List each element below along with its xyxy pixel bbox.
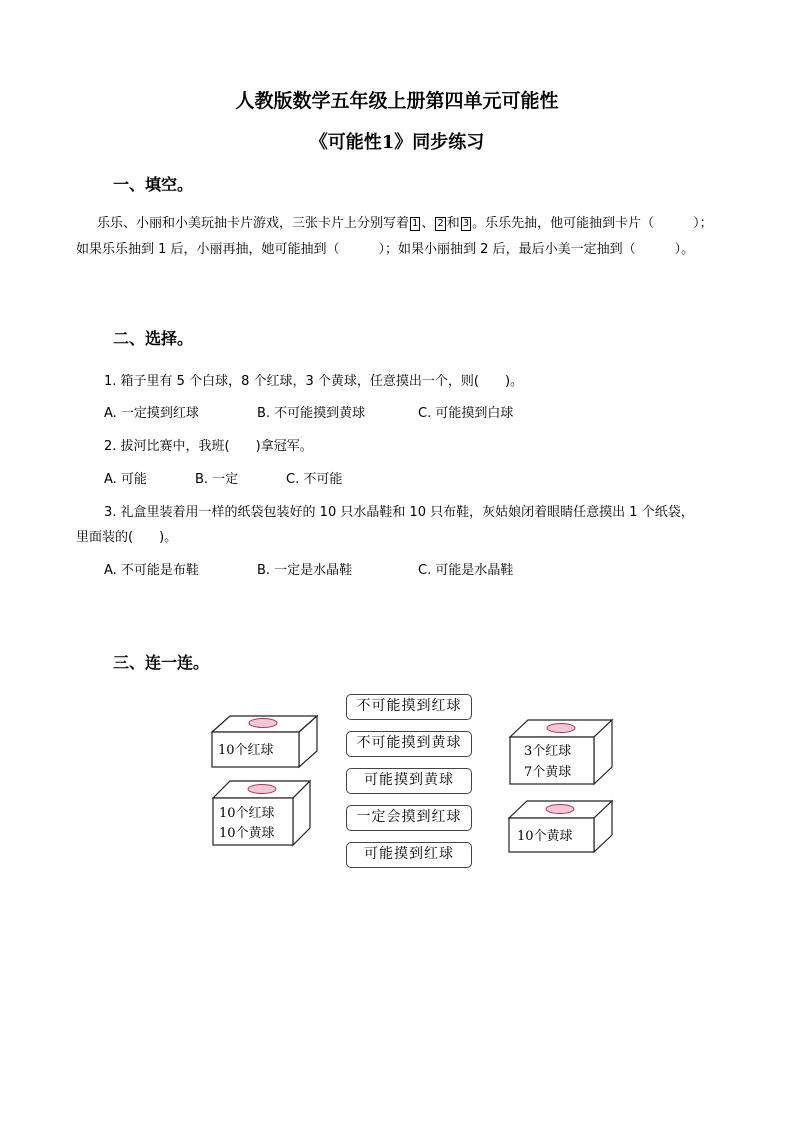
option-b: B. 一定是水晶鞋	[257, 563, 353, 578]
box-10-yellow[interactable]	[509, 801, 612, 852]
label-cannot-yellow[interactable]: 不可能摸到黄球	[346, 731, 472, 757]
box-label: 10个黄球	[517, 829, 573, 844]
option-c: C. 可能是水晶鞋	[418, 563, 514, 578]
box-10-red-10-yellow[interactable]	[213, 781, 310, 845]
fill-question-line2: 如果乐乐抽到 1 后，小丽再抽，她可能抽到（ ）；如果小丽抽到 2 后，最后小美一定抽到（ ）。	[76, 242, 695, 257]
question-number: 1.	[104, 374, 117, 389]
question-text: 箱子里有 5 个白球，8 个红球，3 个黄球，任意摸出一个，则( )。	[120, 374, 524, 389]
section1-heading: 一、填空。	[113, 175, 194, 194]
box-label-line2: 7个黄球	[524, 765, 572, 780]
question-3-line2: 里面装的( )。	[76, 530, 178, 545]
question-number: 3.	[104, 505, 117, 520]
separator: 和	[446, 216, 460, 231]
question-text: 礼盒里装着用一样的纸袋包装好的 10 只水晶鞋和 10 只布鞋，灰姑娘闭着眼睛任意摸出 1 个纸袋，	[120, 505, 694, 520]
fill-question-text-a: 乐乐、小丽和小美玩抽卡片游戏，三张卡片上分别写着	[97, 216, 410, 231]
number-card-2: 2	[437, 217, 444, 229]
label-cannot-red[interactable]: 不可能摸到红球	[346, 694, 472, 720]
question-text: 拔河比赛中，我班( )拿冠军。	[120, 439, 313, 454]
box-10-red[interactable]	[212, 716, 317, 767]
section2-heading: 二、选择。	[113, 329, 194, 348]
label-certain-red[interactable]: 一定会摸到红球	[346, 805, 472, 831]
question-number: 2.	[104, 439, 117, 454]
box-3-red-7-yellow[interactable]	[510, 720, 612, 784]
number-card-1: 1	[412, 217, 419, 229]
section3-heading: 三、连一连。	[113, 653, 210, 672]
option-c: C. 不可能	[286, 472, 343, 487]
box-label-line1: 3个红球	[524, 744, 572, 759]
option-b: B. 不可能摸到黄球	[257, 406, 366, 421]
option-a: A. 可能	[104, 472, 147, 487]
box-label-line1: 10个红球	[219, 806, 275, 821]
label-may-yellow[interactable]: 可能摸到黄球	[346, 768, 472, 794]
option-a: A. 不可能是布鞋	[104, 563, 199, 578]
page-subtitle: 《可能性1》同步练习	[309, 132, 485, 153]
number-card-3: 3	[462, 217, 470, 229]
option-c: C. 可能摸到白球	[418, 406, 514, 421]
box-label-line2: 10个黄球	[219, 826, 275, 841]
separator: 、	[421, 216, 435, 231]
page-title: 人教版数学五年级上册第四单元可能性	[235, 90, 559, 112]
fill-question-text-b: 。乐乐先抽，他可能抽到卡片（ ）；	[472, 216, 713, 231]
option-b: B. 一定	[195, 472, 239, 487]
box-label: 10个红球	[218, 743, 274, 758]
option-a: A. 一定摸到红球	[104, 406, 199, 421]
label-may-red[interactable]: 可能摸到红球	[346, 842, 472, 868]
